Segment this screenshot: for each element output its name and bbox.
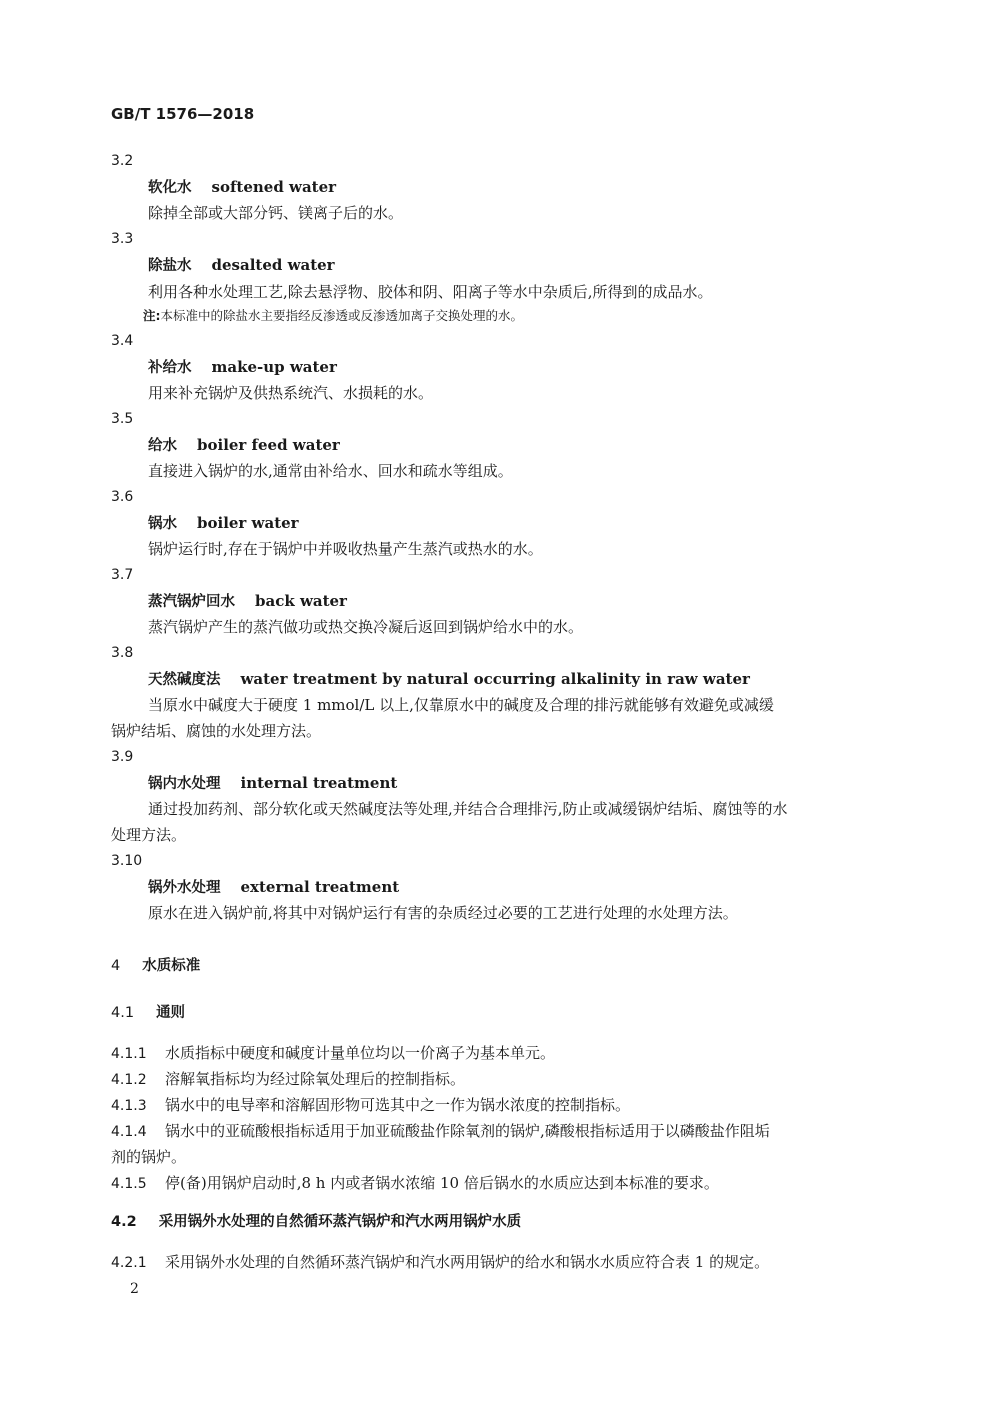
- section-number: 4: [111, 958, 121, 974]
- subsection-title: 采用锅外水处理的自然循环蒸汽锅炉和汽水两用锅炉水质: [158, 1214, 522, 1230]
- term-number: 3.7: [111, 567, 134, 583]
- term-zh: 锅水: [148, 516, 177, 532]
- clause: [111, 1173, 719, 1194]
- term-en: internal treatment: [240, 774, 398, 792]
- term-number: 3.3: [111, 231, 134, 247]
- term-number: 3.4: [111, 333, 134, 349]
- term-definition: 锅炉运行时,存在于锅炉中并吸收热量产生蒸汽或热水的水。: [148, 540, 543, 558]
- subsection-heading: [111, 1003, 185, 1023]
- term-definition-continued: 处理方法。: [111, 826, 187, 844]
- clause-text: 水质指标中硬度和碱度计量单位均以一价离子为基本单元。: [165, 1044, 556, 1062]
- term-definition: 蒸汽锅炉产生的蒸汽做功或热交换冷凝后返回到锅炉给水中的水。: [148, 618, 584, 636]
- term-heading: [148, 773, 397, 794]
- page-number: 2: [130, 1281, 139, 1297]
- term-heading: [148, 877, 399, 898]
- term-zh: 锅内水处理: [148, 776, 221, 792]
- term-definition: 除掉全部或大部分钙、镁离子后的水。: [148, 204, 404, 222]
- standard-id-header: GB/T 1576—2018: [111, 105, 255, 123]
- subsection-heading: [111, 1212, 521, 1232]
- clause-text: 溶解氧指标均为经过除氧处理后的控制指标。: [165, 1070, 466, 1088]
- subsection-number: 4.2: [111, 1214, 137, 1230]
- term-heading: [148, 513, 299, 534]
- term-heading: [148, 591, 347, 612]
- subsection-title: 通则: [156, 1005, 186, 1021]
- term-number: 3.9: [111, 749, 134, 765]
- note-text: 本标准中的除盐水主要指经反渗透或反渗透加离子交换处理的水。: [160, 308, 524, 323]
- term-en: back water: [255, 592, 347, 610]
- term-number: 3.10: [111, 853, 143, 869]
- clause-number: 4.1.5: [111, 1176, 147, 1192]
- term-number: 3.2: [111, 153, 134, 169]
- term-en: external treatment: [240, 878, 400, 896]
- term-definition-continued: 锅炉结垢、腐蚀的水处理方法。: [111, 722, 322, 740]
- clause-text: 停(备)用锅炉启动时,8 h 内或者锅水浓缩 10 倍后锅水的水质应达到本标准的要求。: [165, 1174, 719, 1192]
- clause-number: 4.1.1: [111, 1046, 147, 1062]
- term-en: desalted water: [211, 256, 335, 274]
- clause-text-continued: 剂的锅炉。: [111, 1148, 187, 1166]
- term-zh: 锅外水处理: [148, 880, 221, 896]
- term-number: 3.5: [111, 411, 134, 427]
- term-en: softened water: [211, 178, 337, 196]
- section-heading: [111, 956, 200, 976]
- clause: [111, 1095, 630, 1116]
- term-definition: 通过投加药剂、部分软化或天然碱度法等处理,并结合合理排污,防止或减缓锅炉结垢、腐蚀等的水: [148, 800, 788, 818]
- clause-number: 4.1.2: [111, 1072, 147, 1088]
- term-note: [143, 306, 523, 326]
- term-heading: [148, 255, 335, 276]
- term-zh: 补给水: [148, 360, 192, 376]
- term-definition: 用来补充锅炉及供热系统汽、水损耗的水。: [148, 384, 434, 402]
- clause-number: 4.1.4: [111, 1124, 147, 1140]
- term-definition: 当原水中碱度大于硬度 1 mmol/L 以上,仅靠原水中的碱度及合理的排污就能够有效避免或减缓: [148, 696, 774, 714]
- term-heading: [148, 357, 337, 378]
- term-zh: 天然碱度法: [148, 672, 221, 688]
- clause-text: 采用锅外水处理的自然循环蒸汽锅炉和汽水两用锅炉的给水和锅水水质应符合表 1 的规定。: [165, 1253, 770, 1271]
- term-definition: 利用各种水处理工艺,除去悬浮物、胶体和阴、阳离子等水中杂质后,所得到的成品水。: [148, 283, 713, 301]
- term-zh: 软化水: [148, 180, 192, 196]
- clause-text: 锅水中的电导率和溶解固形物可选其中之一作为锅水浓度的控制指标。: [165, 1096, 631, 1114]
- term-en: make-up water: [211, 358, 337, 376]
- clause-number: 4.2.1: [111, 1255, 147, 1271]
- term-zh: 给水: [148, 438, 177, 454]
- term-number: 3.6: [111, 489, 134, 505]
- section-title: 水质标准: [142, 958, 201, 974]
- clause-text: 锅水中的亚硫酸根指标适用于加亚硫酸盐作除氧剂的锅炉,磷酸根指标适用于以磷酸盐作阻垢: [165, 1122, 770, 1140]
- term-heading: [148, 177, 336, 198]
- clause: [111, 1121, 770, 1142]
- term-definition: 原水在进入锅炉前,将其中对锅炉运行有害的杂质经过必要的工艺进行处理的水处理方法。: [148, 904, 738, 922]
- clause: [111, 1043, 555, 1064]
- term-heading: [148, 435, 340, 456]
- clause: [111, 1252, 769, 1273]
- note-label: 注:: [143, 308, 161, 323]
- term-heading: [148, 669, 750, 690]
- term-zh: 除盐水: [148, 258, 192, 274]
- term-en: boiler feed water: [197, 436, 340, 454]
- term-definition: 直接进入锅炉的水,通常由补给水、回水和疏水等组成。: [148, 462, 513, 480]
- clause-number: 4.1.3: [111, 1098, 147, 1114]
- term-en: boiler water: [197, 514, 299, 532]
- clause: [111, 1069, 465, 1090]
- term-en: water treatment by natural occurring alkalinity in raw water: [240, 670, 750, 688]
- subsection-number: 4.1: [111, 1005, 135, 1021]
- term-zh: 蒸汽锅炉回水: [148, 594, 235, 610]
- term-number: 3.8: [111, 645, 134, 661]
